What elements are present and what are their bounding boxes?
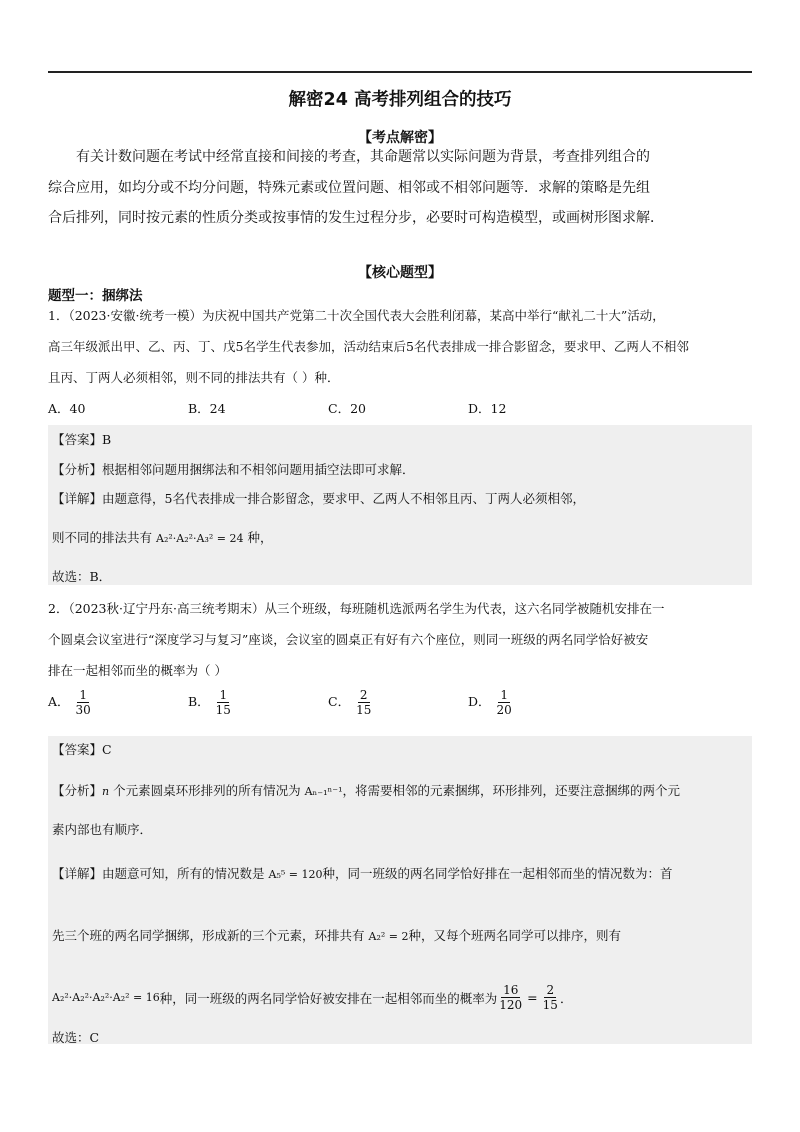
q1-answer: 【答案】B (52, 432, 112, 447)
fraction-denominator: 120 (499, 998, 523, 1012)
fraction-numerator: 2 (546, 983, 555, 997)
q2-option-a-fraction (74, 688, 93, 717)
q2-option-b (188, 688, 233, 717)
q2-choose: 故选：C (52, 1030, 100, 1045)
q1-option-c: C．20 (328, 401, 366, 416)
top-rule (48, 71, 752, 73)
q2-option-a (48, 688, 93, 717)
q1-formula: A₂²·A₂²·A₃² = 24 (156, 532, 244, 545)
q1-option-d: D．12 (468, 401, 507, 416)
q2-detail-line3-mid: 种，同一班级的两名同学恰好被安排在一起相邻而坐的概率为 (159, 990, 498, 1006)
q2-option-d-label: D． (468, 694, 491, 709)
q1-line: 且丙、丁两人必须相邻，则不同的排法共有（ ）种． (48, 370, 340, 385)
period: ． (559, 990, 573, 1006)
q2-detail-line2-prefix: 先三个班的两名同学捆绑，形成新的三个元素，环排共有 (52, 928, 365, 943)
q2-detail-mid: 种，同一班级的两名同学恰好排在一起相邻而坐的情况数为：首 (322, 866, 673, 881)
q2-formula-ring: A₂² = 2 (368, 930, 409, 943)
q2-analysis-mid: 个元素圆桌环形排列的所有情况为 (113, 783, 301, 798)
q2-option-a-label: A． (48, 694, 70, 709)
q2-line: 排在一起相邻而坐的概率为（ ） (48, 663, 227, 678)
q2-detail-line2 (52, 926, 621, 944)
q2-analysis-line2: 素内部也有顺序． (52, 822, 153, 837)
q1-detail-line2 (52, 528, 273, 546)
q2-option-d-fraction (495, 688, 514, 717)
intro-line: 综合应用，如均分或不均分问题，特殊元素或位置问题、相邻或不相邻问题等．求解的策略是先组 (48, 179, 650, 196)
q2-formula-arrangements: A₂²·A₂²·A₂²·A₂² = 16 (52, 991, 160, 1004)
q2-option-c-label: C． (328, 694, 351, 709)
q2-analysis-prefix: 【分析】 (52, 783, 103, 798)
q1-option-a: A．40 (48, 401, 86, 416)
q2-option-b-fraction (214, 688, 233, 717)
q2-analysis-formula: Aₙ₋₁ⁿ⁻¹ (304, 785, 343, 798)
q1-detail-line1: 【详解】由题意得，5名代表排成一排合影留念，要求甲、乙两人不相邻且丙、丁两人必须相邻， (52, 491, 585, 506)
fraction-denominator: 15 (215, 703, 231, 717)
q1-option-b: B．24 (188, 401, 226, 416)
q2-option-d (468, 688, 514, 717)
fraction-numerator: 16 (503, 983, 519, 997)
section-hexin-heading: 【核心题型】 (358, 265, 442, 281)
intro-line: 有关计数问题在考试中经常直接和间接的考查，其命题常以实际问题为背景，考查排列组合的 (76, 149, 650, 165)
q1-choose: 故选：B． (52, 569, 112, 584)
q2-detail-line3 (52, 983, 572, 1012)
type1-heading: 题型一：捆绑法 (48, 288, 143, 304)
intro-line: 合后排列，同时按元素的性质分类或按事情的发生过程分步，必要时可构造模型，或画树形图求解． (48, 210, 664, 226)
q2-line: 个圆桌会议室进行“深度学习与复习”座谈，会议室的圆桌正有好有六个座位，则同一班级的两名同学恰好被安 (48, 632, 649, 647)
q2-analysis-line1 (52, 781, 680, 799)
intro-paragraph (48, 142, 752, 234)
fraction-numerator: 1 (79, 688, 87, 702)
q2-detail-line2-suffix: 种，又每个班两名同学可以排序，则有 (408, 928, 621, 943)
q2-analysis-suffix: ，将需要相邻的元素捆绑，环形排列，还要注意捆绑的两个元 (342, 783, 681, 798)
q1-analysis: 【分析】根据相邻问题用捆绑法和不相邻问题用插空法即可求解． (52, 462, 415, 477)
q1-detail-prefix: 则不同的排法共有 (52, 530, 153, 545)
fraction-denominator: 30 (75, 703, 91, 717)
q2-prob-fraction-simplified (541, 983, 560, 1012)
page-title: 解密24 高考排列组合的技巧 (288, 90, 512, 110)
fraction-numerator: 1 (219, 688, 228, 702)
fraction-numerator: 1 (500, 688, 508, 702)
q2-formula-total: A₅⁵ = 120 (268, 868, 323, 881)
q2-option-c (328, 688, 373, 717)
fraction-denominator: 15 (356, 703, 372, 717)
q1-line: 高三年级派出甲、乙、丙、丁、戊5名学生代表参加，活动结束后5名代表排成一排合影留念，要求甲、乙两人不相邻 (48, 339, 689, 354)
q2-detail-line1 (52, 864, 672, 882)
section-kaodian-heading: 【考点解密】 (358, 130, 442, 146)
q1-line: 1．（2023·安徽·统考一模）为庆祝中国共产党第二十次全国代表大会胜利闭幕，某高中举行“献礼二十大”活动， (48, 308, 665, 323)
q2-line: 2．（2023秋·辽宁丹东·高三统考期末）从三个班级，每班随机选派两名学生为代表，这六名同学被随机安排在一 (48, 601, 665, 616)
q1-detail-suffix: 种， (247, 530, 273, 545)
fraction-denominator: 20 (496, 703, 512, 717)
q2-prob-fraction (497, 983, 524, 1012)
equals-sign: = (527, 990, 538, 1005)
q2-answer: 【答案】C (52, 742, 112, 757)
q2-option-c-fraction (354, 688, 373, 717)
fraction-numerator: 2 (359, 688, 368, 702)
q2-analysis-n: n (102, 785, 110, 798)
fraction-denominator: 15 (542, 998, 558, 1012)
q2-detail-prefix: 【详解】由题意可知，所有的情况数是 (52, 866, 265, 881)
q2-option-b-label: B． (188, 694, 210, 709)
